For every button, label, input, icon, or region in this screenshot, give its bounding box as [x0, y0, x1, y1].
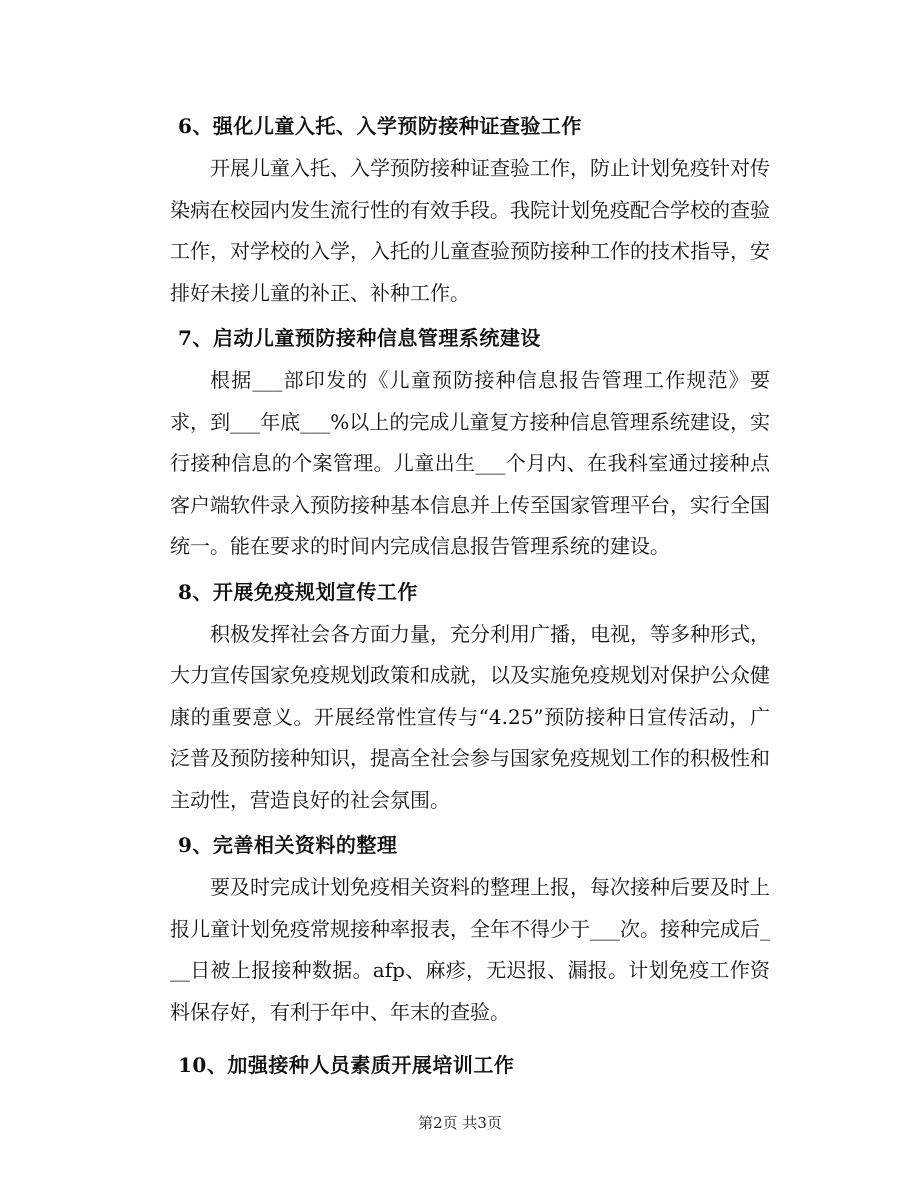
section-heading-9: 9、完善相关资料的整理 [178, 833, 398, 857]
document-content [170, 106, 770, 1085]
section-heading-7: 7、启动儿童预防接种信息管理系统建设 [178, 326, 541, 350]
page-number-footer: 第2页 共3页 [418, 1114, 502, 1132]
spacer [170, 1037, 770, 1045]
section-body-7: 根据___部印发的《儿童预防接种信息报告管理工作规范》要求，到___年底___%以上的完成儿童复方接种信息管理系统建设，实行接种信息的个案管理。儿童出生___个月内、在我科室通过接种点客户端软件录入预防接种基本信息并上传至国家管理平台，实行全国统一。能在要求的时间内完成信息报告管理系统的建设。 [170, 368, 770, 558]
section-heading-10: 10、加强接种人员素质开展培训工作 [178, 1053, 515, 1077]
section-body-9: 要及时完成计划免疫相关资料的整理上报，每次接种后要及时上报儿童计划免疫常规接种率报表，全年不得少于___次。接种完成后___日被上报接种数据。afp、麻疹，无迟报、漏报。计划免疫工作资料保存好，有利于年中、年末的查验。 [170, 875, 770, 1024]
section-body-8: 积极发挥社会各方面力量，充分利用广播，电视，等多种形式，大力宣传国家免疫规划政策和成就，以及实施免疫规划对保护公众健康的重要意义。开展经常性宣传与“4.25”预防接种日宣传活动，广泛普及预防接种知识，提高全社会参与国家免疫规划工作的积极性和主动性，营造良好的社会氛围。 [170, 621, 770, 812]
section-heading-8: 8、开展免疫规划宣传工作 [178, 579, 418, 604]
section-heading-6: 6、强化儿童入托、入学预防接种证查验工作 [178, 114, 582, 138]
section-body-6: 开展儿童入托、入学预防接种证查验工作，防止计划免疫针对传染病在校园内发生流行性的有效手段。我院计划免疫配合学校的查验工作，对学校的入学，入托的儿童查验预防接种工作的技术指导，安排好未接儿童的补正、补种工作。 [170, 156, 770, 305]
